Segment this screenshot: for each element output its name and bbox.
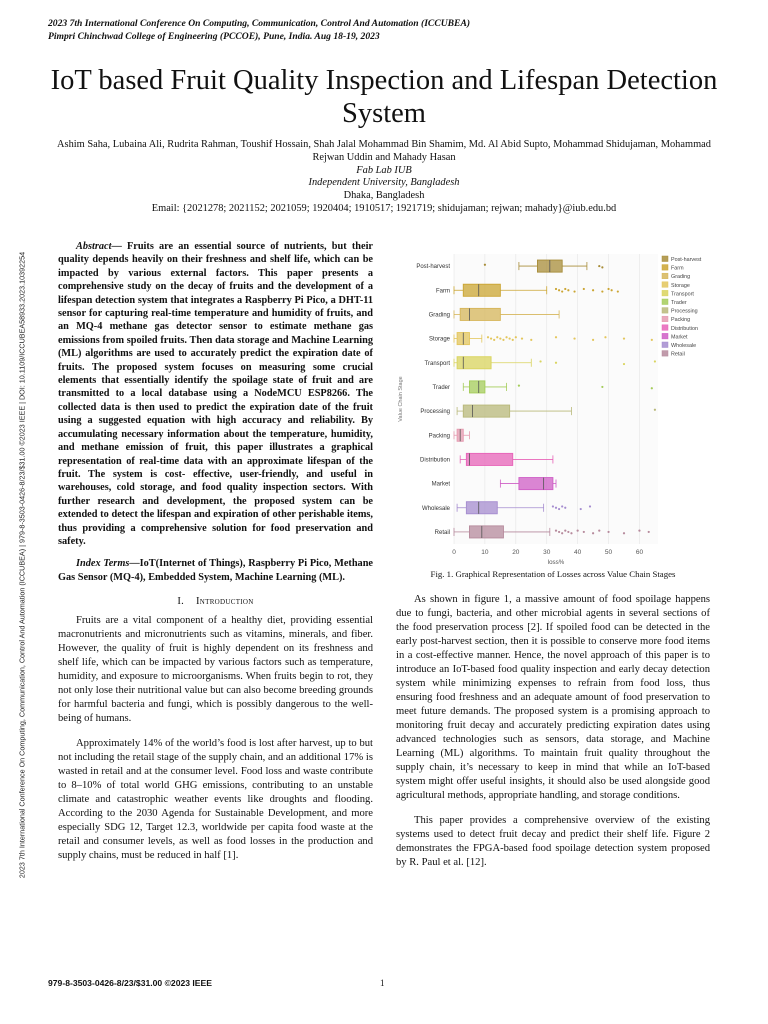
legend-swatch xyxy=(662,282,668,288)
box xyxy=(519,478,553,490)
legend-swatch xyxy=(662,308,668,314)
section-number: I. xyxy=(177,596,185,608)
outlier-point xyxy=(561,290,563,292)
outlier-point xyxy=(552,505,554,507)
outlier-point xyxy=(623,532,625,534)
y-tick-label: Market xyxy=(431,481,450,488)
outlier-point xyxy=(654,409,656,411)
author-city: Dhaka, Bangladesh xyxy=(343,190,425,202)
index-terms-label: Index Terms xyxy=(76,558,130,570)
outlier-point xyxy=(509,337,511,339)
outlier-point xyxy=(499,337,501,339)
outlier-point xyxy=(598,530,600,532)
legend-swatch xyxy=(662,316,668,322)
outlier-point xyxy=(623,337,625,339)
outlier-point xyxy=(521,337,523,339)
outlier-point xyxy=(592,532,594,534)
x-tick-label: 50 xyxy=(604,549,613,556)
outlier-point xyxy=(598,265,600,267)
box xyxy=(469,526,503,538)
box xyxy=(457,357,491,369)
conference-line-2: Pimpri Chinchwad College of Engineering (PCCOE), Pune, India. Aug 18-19, 2023 xyxy=(48,30,380,42)
outlier-point xyxy=(555,336,557,338)
outlier-point xyxy=(512,339,514,341)
y-tick-label: Farm xyxy=(436,288,450,295)
figure-1-caption: Fig. 1. Graphical Representation of Losses across Value Chain Stages xyxy=(430,569,676,579)
outlier-point xyxy=(567,289,569,291)
x-axis-label: loss% xyxy=(547,559,565,566)
outlier-point xyxy=(577,530,579,532)
outlier-point xyxy=(561,532,563,534)
x-tick-label: 0 xyxy=(452,549,456,556)
legend-swatch xyxy=(662,290,668,296)
outlier-point xyxy=(518,385,520,387)
legend-label: Grading xyxy=(671,274,691,281)
legend-label: Market xyxy=(671,334,688,341)
legend-swatch xyxy=(662,299,668,305)
abstract-text: Fruits are an essential source of nutrients, but their quality depends heavily on their freshness and shelf life, which can be impacted by various external factors. This paper presents a comprehensive study on the decay of fruits and the development of a lifespan detection system that integrates a Raspberry Pi Pico, a DHT-11 sensor for capturing real-time temperature and humidity of fruits, and an MQ-4 methane gas detector sensor to estimate methane gas emissions from spoiled fruits. Then data storage and Machine Learning (ML) algorithms are used to accurately predict the expiration date of fruits. The proposed system focuses on measuring some crucial elements that essentially identify the spoilage state of fruit and are transmitted to a local database using a NodeMCU ESP8266. The collected data is then used to predict the expiration date of the fruit using a suggested equation with high accuracy and reliability. By accumulating necessary information about the temperature, humidity, and methane emission of fruit, this paper illustrates a graphical representation of real-time data with an approximate lifespan of the fruit. The system is cost- effective, user-friendly, and useful in warehouses, cold storage, and food quality inspection sectors. With further research and development, the proposed system can be extended to detect the lifespan and expiration of other perishable items, thus providing a comprehensive solution for food preservation and safety. xyxy=(58,241,373,547)
index-terms xyxy=(58,557,373,584)
y-tick-label: Post-harvest xyxy=(416,264,450,271)
outlier-point xyxy=(561,505,563,507)
outlier-point xyxy=(555,530,557,532)
legend-label: Post-harvest xyxy=(671,257,702,263)
conference-line-1: 2023 7th International Conference On Computing, Communication, Control And Automation (ICCUBEA) xyxy=(48,18,471,29)
outlier-point xyxy=(573,290,575,292)
index-terms-dash: — xyxy=(129,558,140,570)
outlier-point xyxy=(654,360,656,362)
legend-swatch xyxy=(662,265,668,271)
outlier-point xyxy=(484,264,486,266)
legend-swatch xyxy=(662,342,668,348)
author-university: Independent University, Bangladesh xyxy=(308,177,460,189)
legend-label: Transport xyxy=(671,291,694,298)
outlier-point xyxy=(558,531,560,533)
outlier-point xyxy=(515,336,517,338)
box xyxy=(463,284,500,296)
x-tick-label: 40 xyxy=(574,549,582,556)
author-block xyxy=(40,139,728,216)
y-tick-label: Trader xyxy=(432,384,450,391)
index-terms-text: IoT(Internet of Things), Raspberry Pi Pico, Methane Gas Sensor (MQ-4), Embedded System, Machine Learning (ML). xyxy=(58,558,373,583)
outlier-point xyxy=(648,531,650,533)
legend-label: Wholesale xyxy=(671,343,697,349)
y-tick-label: Wholesale xyxy=(421,505,450,512)
box xyxy=(460,308,500,320)
outlier-point xyxy=(487,336,489,338)
doi-sidebar-text: 2023 7th International Conference On Computing, Communication, Control And Automation (ICCUBEA) | 979-8-3503-0426-8/23/$31.00 ©2023 IEEE | DOI: 10.1109/ICCUBEA58933.2023.10392254 xyxy=(17,251,27,879)
outlier-point xyxy=(601,266,603,268)
y-tick-label: Processing xyxy=(420,409,450,416)
legend-label: Farm xyxy=(671,265,684,272)
outlier-point xyxy=(555,507,557,509)
outlier-point xyxy=(592,339,594,341)
outlier-point xyxy=(490,337,492,339)
outlier-point xyxy=(651,339,653,341)
legend-label: Trader xyxy=(671,300,687,306)
outlier-point xyxy=(623,363,625,365)
outlier-point xyxy=(493,339,495,341)
loss-boxplot-chart xyxy=(396,248,710,566)
outlier-point xyxy=(555,288,557,290)
outlier-point xyxy=(505,336,507,338)
y-tick-label: Transport xyxy=(424,360,450,367)
outlier-point xyxy=(617,290,619,292)
outlier-point xyxy=(573,337,575,339)
right-paragraph-2: This paper provides a comprehensive overview of the existing systems used to detect fruit decay and predict their shelf life. Figure 2 demonstrates the FPGA-based food spoilage detection system proposed by R. Paul et al. [12]. xyxy=(396,815,710,868)
plot-background xyxy=(454,254,658,544)
x-tick-label: 10 xyxy=(481,549,489,556)
legend-swatch xyxy=(662,273,668,279)
legend-label: Storage xyxy=(671,282,690,289)
footer-isbn: 979-8-3503-0426-8/23/$31.00 ©2023 IEEE xyxy=(48,978,213,988)
y-tick-label: Distribution xyxy=(419,457,450,464)
outlier-point xyxy=(638,530,640,532)
y-tick-label: Storage xyxy=(428,336,450,343)
x-tick-label: 60 xyxy=(635,549,644,556)
outlier-point xyxy=(611,289,613,291)
outlier-point xyxy=(567,531,569,533)
outlier-point xyxy=(607,531,609,533)
outlier-point xyxy=(564,288,566,290)
author-email: Email: {2021278; 2021152; 2021059; 1920404; 1910517; 1921719; shidujaman; rejwan; mahady}@iub.edu.bd xyxy=(151,202,617,214)
abstract xyxy=(58,240,373,548)
legend-swatch xyxy=(662,256,668,262)
outlier-point xyxy=(589,505,591,507)
outlier-point xyxy=(502,339,504,341)
intro-paragraph-1: Fruits are a vital component of a healthy diet, providing essential macronutrients and micronutrients such as vitamins, minerals, and fiber. However, the quality of fruit is highly dependent on its freshness and shelf life, which can be impacted by various factors such as temperature, humidity, and exposure to microorganisms. When fruits begin to rot, they not only lose their nutritional value but can also become breeding grounds for harmful bacteria and fungi, which is possibly dangerous to the well-being of humans. xyxy=(58,615,373,725)
abstract-label: Abstract xyxy=(76,241,112,252)
x-tick-label: 30 xyxy=(543,549,551,556)
outlier-point xyxy=(558,289,560,291)
figure-1 xyxy=(396,248,710,566)
legend-label: Distribution xyxy=(671,325,698,332)
y-tick-label: Retail xyxy=(434,529,450,536)
page-number: 1 xyxy=(380,978,385,988)
y-tick-label: Packing xyxy=(428,433,450,440)
box xyxy=(466,502,497,514)
box xyxy=(466,453,512,465)
x-tick-label: 20 xyxy=(512,549,520,556)
outlier-point xyxy=(607,288,609,290)
section-heading-introduction xyxy=(58,596,373,607)
outlier-point xyxy=(601,386,603,388)
box xyxy=(463,405,509,417)
abstract-dash: — xyxy=(111,241,127,252)
right-column xyxy=(396,248,710,870)
outlier-point xyxy=(496,336,498,338)
y-axis-label: Value Chain Stage xyxy=(398,376,404,422)
y-tick-label: Grading xyxy=(428,312,450,319)
author-lab: Fab Lab IUB xyxy=(356,164,412,176)
paper-title: IoT based Fruit Quality Inspection and Lifespan Detection System xyxy=(50,65,718,129)
conference-header xyxy=(48,18,470,43)
legend-swatch xyxy=(662,351,668,357)
box xyxy=(469,381,484,393)
legend-label: Packing xyxy=(671,317,691,324)
outlier-point xyxy=(539,360,541,362)
legend-label: Retail xyxy=(671,351,685,358)
right-paragraph-1: As shown in figure 1, a massive amount of food spoilage happens due to fungi, bacteria, and other microbial agents in several sections of the food preservation process [2]. If spoiled food can be detected in the early post-harvest section, then it is possible to conserve more food items in a cost-effective manner. Hence, the novel approach of this paper is to introduce an IoT-based food quality inspection and early decay detection system while minimizing expenses to refrain from food loss, thus ensuring food freshness and an adequate amount of food preservation to meet future demands. The proposed system is a promising approach to monitoring fruit decay and accurately predicting expiration dates using advanced technologies such as sensors, data storage, and Machine Learning (ML) algorithms. To maintain fruit quality throughout the supply chain, it’s necessary to keep in mind that while an IoT-based system might offer useful insights, it should also be used alongside good agricultural methods, appropriate handling, and storage conditions. xyxy=(396,594,710,801)
outlier-point xyxy=(555,362,557,364)
outlier-point xyxy=(604,336,606,338)
outlier-point xyxy=(530,339,532,341)
intro-paragraph-2: Approximately 14% of the world’s food is lost after harvest, up to but not including the retail stage of the supply chain, and an additional 17% is wasted in retail and at the consumer level. Food loss and waste contribute to 8–10% of total world GHG emissions, contributing to an unstable climate and catastrophic weather events like droughts and flooding. According to the 2030 Agenda for Sustainable Development, and more especially SDG 12, Target 12.3, worldwide per capita food waste at the retail and consumer levels, as well as food losses in the production and supply chains, must be reduced in half [1]. xyxy=(58,738,373,862)
doi-sidebar xyxy=(16,180,28,950)
outlier-point xyxy=(601,290,603,292)
outlier-point xyxy=(564,507,566,509)
author-names: Ashim Saha, Lubaina Ali, Rudrita Rahman, Toushif Hossain, Shah Jalal Mohammad Bin Shamim, Md. Al Abid Supto, Mohammad Shidujaman, Mohammad Rejwan Uddin and Mahady Hasan xyxy=(57,139,711,163)
outlier-point xyxy=(592,289,594,291)
legend-label: Processing xyxy=(671,308,698,315)
section-title: Introduction xyxy=(195,596,254,608)
outlier-point xyxy=(651,387,653,389)
legend-swatch xyxy=(662,333,668,339)
legend-swatch xyxy=(662,325,668,331)
outlier-point xyxy=(558,508,560,510)
outlier-point xyxy=(564,530,566,532)
outlier-point xyxy=(580,508,582,510)
outlier-point xyxy=(583,288,585,290)
outlier-point xyxy=(570,532,572,534)
outlier-point xyxy=(583,531,585,533)
left-column xyxy=(58,240,373,863)
